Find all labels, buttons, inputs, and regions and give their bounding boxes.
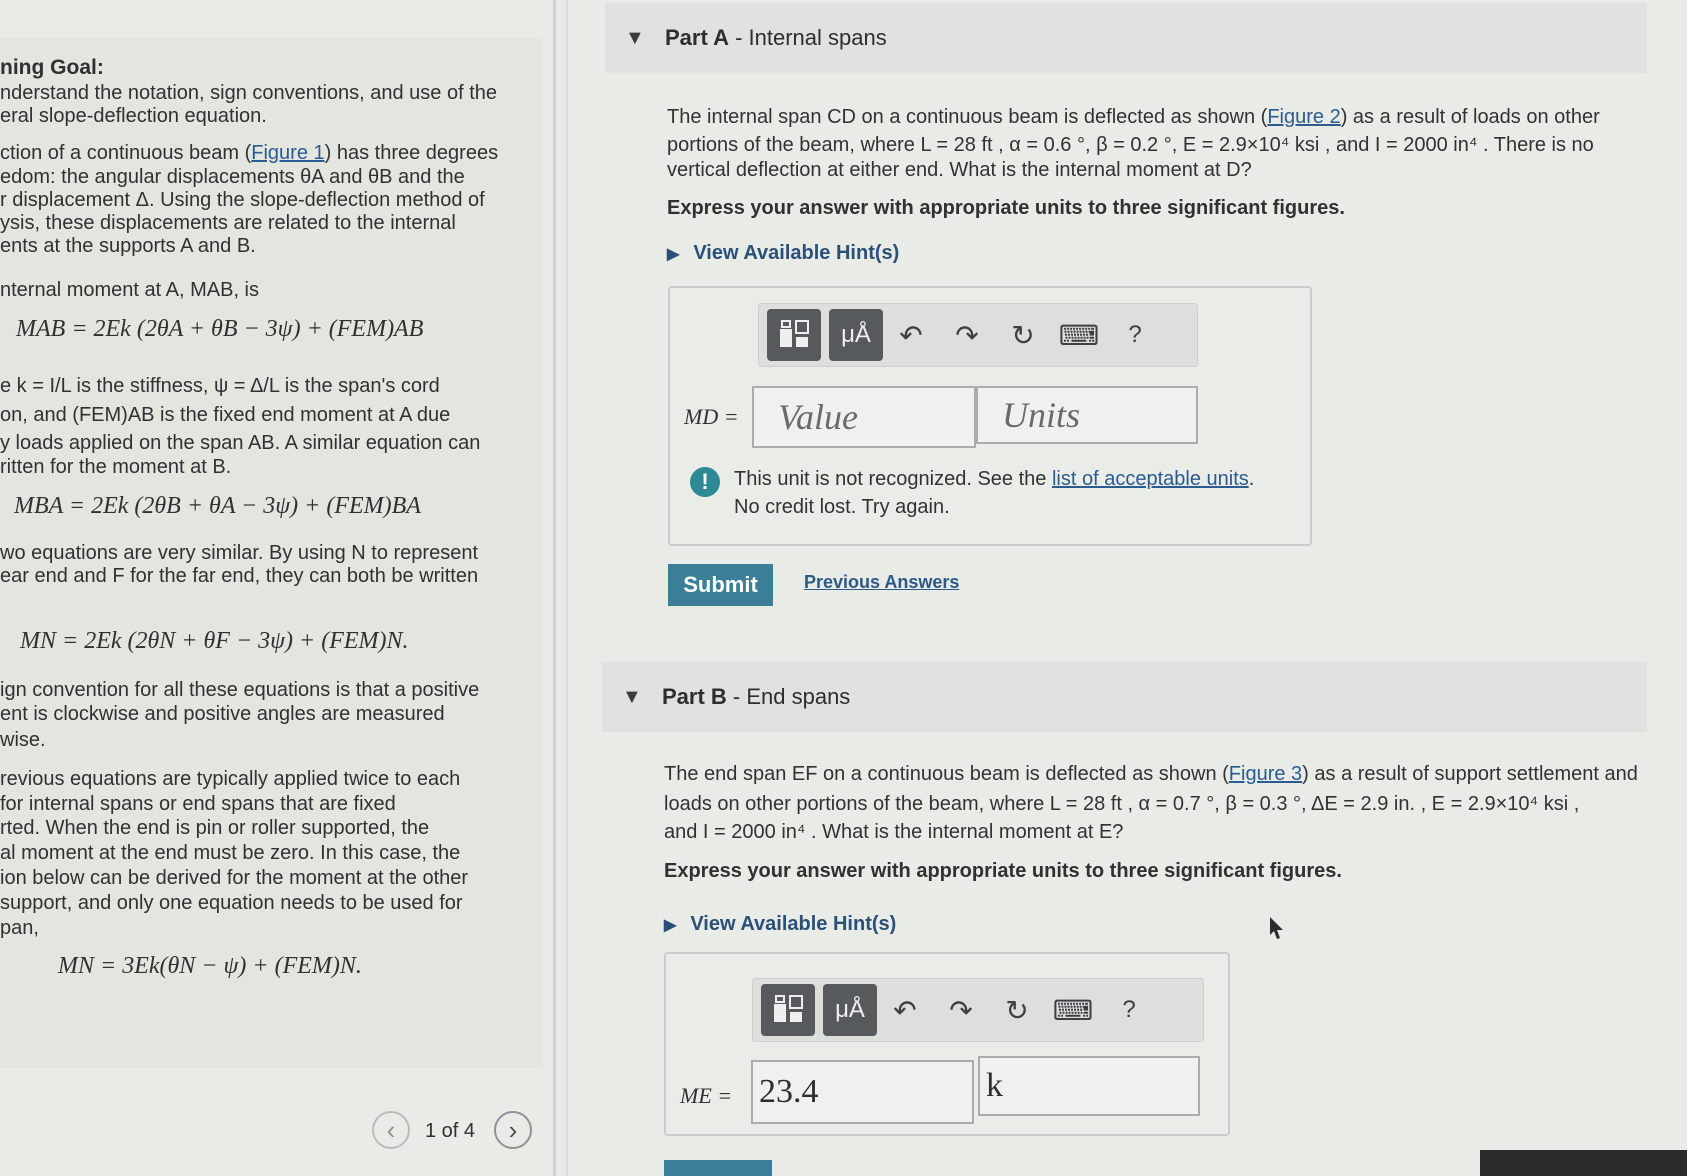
part-b-question-line-2: loads on other portions of the beam, where L = 28 ft , α = 0.7 °, β = 0.3 °, ΔE = 2.9 in. , E = 2.9×10⁴ ksi , [664, 793, 1580, 815]
p7-line-1: revious equations are typically applied twice to each [0, 768, 461, 790]
unit-error-message: This unit is not recognized. See the list of acceptable units. [734, 468, 1255, 490]
part-b-math-toolbar [752, 978, 1204, 1042]
templates-icon [772, 994, 804, 1026]
help-button[interactable] [1107, 321, 1163, 349]
templates-button[interactable] [767, 309, 821, 361]
templates-icon [778, 319, 810, 351]
redo-icon: ↷ [955, 319, 979, 351]
part-a-title: Part A - Internal spans [665, 25, 887, 50]
p2-line-2: edom: the angular displacements θA and θB and the [0, 166, 465, 188]
p6-line-1: ign convention for all these equations is that a positive [0, 679, 480, 701]
previous-answers-link[interactable]: Previous Answers [804, 572, 960, 592]
keyboard-icon: ⌨ [1052, 994, 1094, 1026]
equation-mn: MN = 2Ek (2θN + θF − 3ψ) + (FEM)N. [20, 628, 409, 654]
collapse-triangle-icon: ▼ [625, 26, 645, 49]
p4-line-2: on, and (FEM)AB is the fixed end moment at A due [0, 404, 451, 426]
undo-icon: ↶ [893, 994, 917, 1026]
help-icon: ? [1122, 996, 1136, 1023]
undo-button[interactable] [883, 319, 939, 352]
part-b-answer-label: ME = [680, 1083, 733, 1108]
p7-line-3: rted. When the end is pin or roller supported, the [0, 817, 430, 839]
undo-button[interactable] [877, 994, 933, 1027]
p6-line-2: ent is clockwise and positive angles are measured [0, 703, 445, 725]
part-a-units-input[interactable]: Units [976, 386, 1198, 444]
part-b-question-line-3: and I = 2000 in⁴ . What is the internal moment at E? [664, 821, 1124, 843]
figure-1-link[interactable]: Figure 1 [251, 142, 325, 164]
part-a-hint-toggle[interactable]: ▶ View Available Hint(s) [667, 242, 900, 264]
chevron-right-icon: › [508, 1114, 518, 1145]
p7-line-2: for internal spans or end spans that are fixed [0, 793, 396, 815]
figure-3-link[interactable]: Figure 3 [1228, 763, 1303, 785]
figure-pager-count: 1 of 4 [425, 1120, 476, 1142]
part-a-answer-label: MD = [684, 404, 739, 429]
p2-line-1: ction of a continuous beam (Figure 1) has three degrees [0, 142, 499, 164]
reset-icon: ↻ [1005, 994, 1029, 1026]
equation-mab: MAB = 2Ek (2θA + θB − 3ψ) + (FEM)AB [16, 316, 424, 342]
p5-line-2: ear end and F for the far end, they can both be written [0, 565, 479, 587]
redo-icon: ↷ [949, 994, 973, 1026]
part-b-value-input[interactable]: 23.4 [751, 1060, 974, 1124]
no-credit-lost-message: No credit lost. Try again. [734, 496, 950, 518]
p7-line-6: support, and only one equation needs to be used for [0, 892, 463, 914]
units-icon: μÅ [835, 996, 865, 1023]
previous-figure-button[interactable] [372, 1111, 410, 1149]
learning-goal-panel [0, 38, 543, 1068]
error-icon: ! [690, 467, 720, 497]
keyboard-button[interactable] [1051, 319, 1107, 352]
p4-line-4: ritten for the moment at B. [0, 456, 232, 478]
reset-button[interactable] [989, 994, 1045, 1027]
screen-edge-shadow [1480, 1150, 1687, 1176]
reset-button[interactable] [995, 319, 1051, 352]
acceptable-units-link[interactable]: list of acceptable units [1051, 468, 1249, 490]
expand-triangle-icon: ▶ [667, 246, 680, 263]
keyboard-button[interactable] [1045, 994, 1101, 1027]
next-figure-button[interactable] [494, 1111, 532, 1149]
p7-line-4: al moment at the end must be zero. In this case, the [0, 842, 461, 864]
intro-line-2: eral slope-deflection equation. [0, 105, 267, 127]
p6-line-3: wise. [0, 729, 46, 751]
part-b-header[interactable] [602, 662, 1647, 732]
part-b-instruction: Express your answer with appropriate units to three significant figures. [664, 860, 1342, 882]
p4-line-1: e k = I/L is the stiffness, ψ = Δ/L is the span's cord [0, 375, 440, 397]
p7-line-5: ion below can be derived for the moment at the other [0, 867, 469, 889]
units-button[interactable] [823, 984, 877, 1036]
p4-line-3: y loads applied on the span AB. A similar equation can [0, 432, 481, 454]
chevron-left-icon: ‹ [386, 1114, 396, 1145]
figure-2-link[interactable]: Figure 2 [1267, 106, 1341, 128]
part-a-question-line-2: portions of the beam, where L = 28 ft , α = 0.6 °, β = 0.2 °, E = 2.9×10⁴ ksi , and I = 2000 in⁴ . There is no [667, 134, 1594, 156]
part-b-units-input[interactable]: k [978, 1056, 1200, 1116]
p3-line: nternal moment at A, MAB, is [0, 279, 259, 301]
units-button[interactable] [829, 309, 883, 361]
part-a-question-line-3: vertical deflection at either end. What is the internal moment at D? [667, 159, 1252, 181]
submit-button[interactable]: Submit [668, 564, 773, 606]
part-a-header[interactable] [605, 3, 1647, 73]
units-icon: μÅ [841, 321, 871, 348]
part-a-instruction: Express your answer with appropriate units to three significant figures. [667, 197, 1345, 219]
part-b-hint-toggle[interactable]: ▶ View Available Hint(s) [664, 913, 897, 935]
part-a-math-toolbar [758, 303, 1198, 367]
help-icon: ? [1128, 321, 1142, 348]
help-button[interactable] [1101, 996, 1157, 1024]
redo-button[interactable] [939, 319, 995, 352]
undo-icon: ↶ [899, 319, 923, 351]
part-b-question-line-1: The end span EF on a continuous beam is deflected as shown (Figure 3) as a result of support settlement and [664, 763, 1638, 785]
panel-divider[interactable] [553, 0, 556, 1176]
part-b-title: Part B - End spans [662, 684, 851, 709]
p5-line-1: wo equations are very similar. By using N to represent [0, 542, 478, 564]
p7-line-7: pan, [0, 917, 39, 939]
keyboard-icon: ⌨ [1058, 319, 1100, 351]
p2-line-3: r displacement Δ. Using the slope-deflection method of [0, 189, 485, 211]
templates-button[interactable] [761, 984, 815, 1036]
expand-triangle-icon: ▶ [664, 917, 677, 934]
part-a-value-input[interactable]: Value [752, 386, 976, 448]
part-a-question-line-1: The internal span CD on a continuous beam is deflected as shown (Figure 2) as a result of loads on other [667, 106, 1600, 128]
learning-goal-title: ning Goal: [0, 56, 104, 79]
equation-mba: MBA = 2Ek (2θB + θA − 3ψ) + (FEM)BA [14, 493, 421, 519]
equation-mn-pinned: MN = 3Ek(θN − ψ) + (FEM)N. [58, 953, 362, 979]
intro-line-1: nderstand the notation, sign conventions, and use of the [0, 82, 498, 104]
p2-line-5: ents at the supports A and B. [0, 235, 256, 257]
part-b-submit-button[interactable] [664, 1160, 772, 1176]
mouse-pointer-icon [1268, 915, 1286, 941]
reset-icon: ↻ [1011, 319, 1035, 351]
collapse-triangle-icon: ▼ [622, 685, 642, 708]
p2-line-4: ysis, these displacements are related to the internal [0, 212, 456, 234]
redo-button[interactable] [933, 994, 989, 1027]
